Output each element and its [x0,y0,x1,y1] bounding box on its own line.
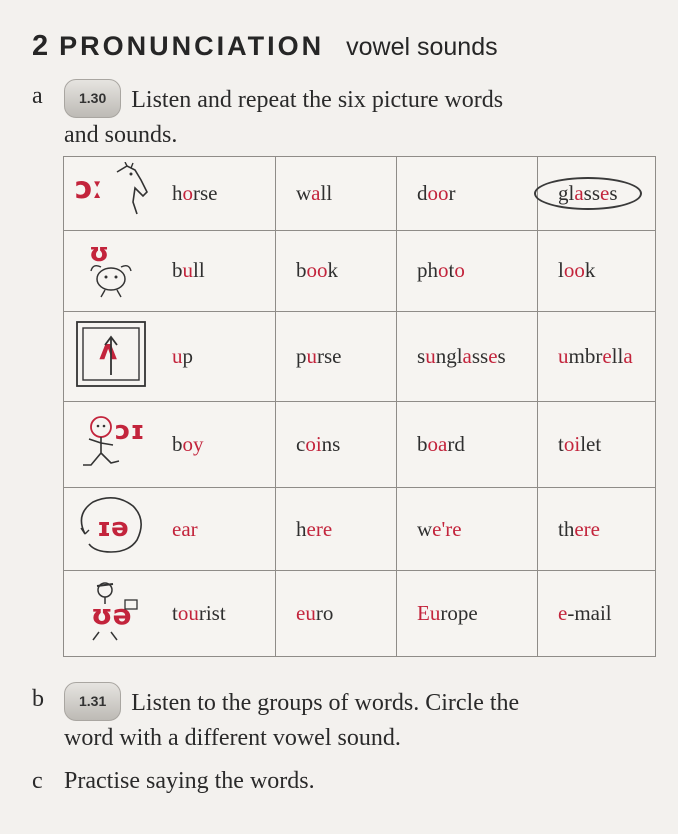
svg-text:ɪə: ɪə [97,513,129,544]
word-cell: Europe [397,571,538,657]
word-cell: umbrella [538,311,656,401]
ear-icon [71,494,151,564]
exercise-b-line2: word with a different vowel sound. [64,725,401,751]
word-cell: door [397,157,538,231]
svg-text:ʊə: ʊə [91,597,132,631]
sound-picture-cell [64,311,159,401]
audio-track-badge-a[interactable]: 1.30 [64,79,121,118]
sound-picture-cell [64,402,159,488]
bull-icon [71,237,151,305]
word-cell: wall [276,157,397,231]
word-cell: euro [276,571,397,657]
section-heading [32,30,498,63]
exercise-b-line1: Listen to the groups of words. Circle the [131,690,520,716]
word-cell: here [276,487,397,570]
word-cell: ear [158,487,276,570]
word-cell: toilet [538,402,656,488]
word-cell: sunglasses [397,311,538,401]
exercise-c-line1: Practise saying the words. [64,768,315,794]
svg-text:ʌ: ʌ [99,332,118,366]
word-cell: board [397,402,538,488]
exercise-a-line2: and sounds. [64,122,178,148]
audio-track-badge-b[interactable]: 1.31 [64,682,121,721]
exercise-b-letter: b [32,686,44,712]
section-title: PRONUNCIATION [59,31,325,61]
exercise-a [32,79,503,152]
exercise-b [32,682,519,755]
horse-icon [71,162,151,224]
table-row [64,230,656,311]
sound-picture-cell [64,157,159,231]
word-cell: boy [158,402,276,488]
word-cell: there [538,487,656,570]
table-row [64,487,656,570]
table-row [64,571,656,657]
exercise-c [32,764,315,798]
word-cell: bull [158,230,276,311]
word-cell: purse [276,311,397,401]
exercise-c-letter: c [32,768,43,794]
svg-text:ɔɪ: ɔɪ [115,415,145,446]
word-cell: photo [397,230,538,311]
table-row [64,157,656,231]
circled-word: glasses [534,177,642,210]
word-cell: e-mail [538,571,656,657]
word-cell: up [158,311,276,401]
sound-picture-cell [64,487,159,570]
exercise-a-letter: a [32,83,43,109]
svg-text:ʊ: ʊ [89,237,110,268]
table-row [64,402,656,488]
word-cell: look [538,230,656,311]
word-cell: coins [276,402,397,488]
section-subtitle: vowel sounds [346,33,498,61]
word-cell: we're [397,487,538,570]
table-row [64,311,656,401]
vowel-sound-table [63,156,656,657]
word-cell: horse [158,157,276,231]
section-number: 2 [32,30,50,62]
tourist-icon [71,578,151,650]
boy-icon [71,409,151,481]
exercise-a-line1: Listen and repeat the six picture words [131,87,504,113]
sound-picture-cell [64,230,159,311]
word-cell: tourist [158,571,276,657]
word-cell: book [276,230,397,311]
sound-picture-cell [64,571,159,657]
svg-text:ɔː: ɔː [75,171,103,207]
word-cell [538,157,656,231]
up-arrow-icon [71,319,151,395]
